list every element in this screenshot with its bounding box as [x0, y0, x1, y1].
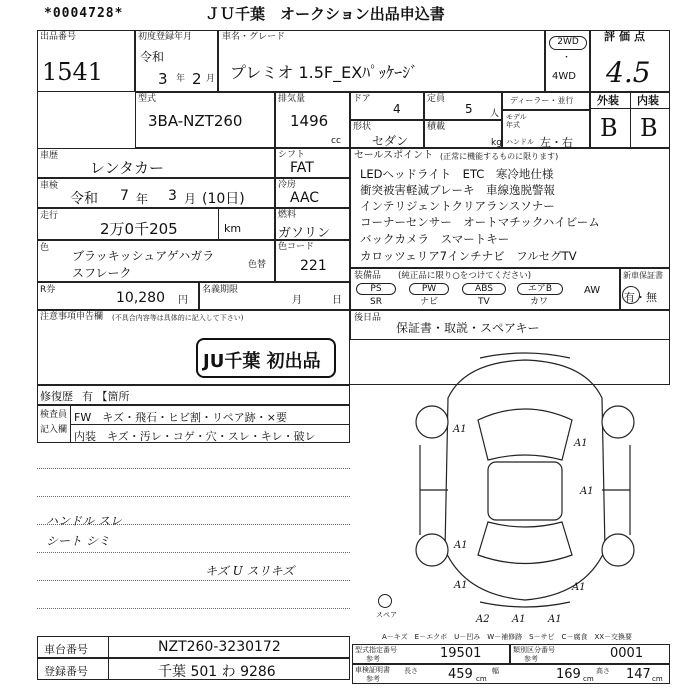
dimensions-box [352, 664, 670, 684]
spare-tire-label: スペア [376, 611, 397, 619]
serial-number: *0004728* [44, 6, 124, 21]
model-year-label: モデル年式 [506, 113, 527, 129]
fuel-label: 燃料 [278, 210, 297, 220]
type-designation-label: 型式指定番号 [355, 646, 397, 654]
check-row-interior: 内装 キズ・汚レ・コゲ・穴・スレ・キレ・破レ [74, 430, 316, 443]
checker-label-1: 検査員 [40, 410, 68, 420]
chassis-value: NZT260-3230172 [158, 639, 281, 655]
length-label: 長さ [404, 667, 418, 675]
height-label: 高さ [596, 667, 610, 675]
category-value: 0001 [610, 646, 644, 661]
warranty-value: 有・無 [624, 291, 657, 304]
int-grade-value: B [640, 114, 658, 142]
handle-value: 左・右 [540, 136, 573, 149]
car-damage-diagram [380, 350, 670, 620]
score-value: 4.5 [606, 56, 651, 89]
recycle-value: 10,280 [116, 290, 165, 306]
equip-tv: TV [478, 297, 490, 307]
displacement-label: 排気量 [278, 94, 306, 104]
plate-label: 登録番号 [44, 665, 88, 678]
equip-airbag: エアB [517, 283, 563, 295]
first-reg-month: 2 [192, 70, 202, 88]
warranty-circle [622, 286, 640, 304]
model-code: 3BA-NZT260 [148, 112, 243, 130]
fuel-value: ガソリン [278, 226, 331, 241]
equip-ps: PS [356, 283, 396, 295]
check-row-fw: FW キズ・飛石・ヒビ割・リペア跡・×要 [74, 411, 287, 424]
equipment-label: 装備品 [354, 271, 382, 281]
handwritten-note: キズ U スリキズ [205, 564, 295, 578]
inspection-month-unit: 月 [184, 192, 197, 206]
category-sub: 参考 [524, 655, 538, 663]
aftermarket-value: 保証書・取説・スペアキー [396, 321, 540, 335]
width-label: 幅 [492, 667, 499, 675]
doors-value: 4 [393, 102, 401, 116]
aftermarket-label: 後日品 [354, 313, 382, 323]
warranty-label: 新車保証書 [623, 271, 663, 280]
length-unit: cm [476, 675, 487, 683]
chassis-label: 車台番号 [44, 643, 88, 656]
repaint-label: 色替 [248, 260, 267, 270]
inspection-day: (10日) [202, 191, 245, 207]
repair-label: 修復歴 [40, 390, 73, 403]
equip-aw: AW [584, 285, 601, 296]
height-unit: cm [652, 675, 663, 683]
notes-label: 注意事項申告欄 [40, 312, 104, 322]
shift-value: FAT [290, 160, 314, 176]
equipment-note: (純正品に限り○をつけてください) [398, 271, 532, 281]
displacement-value: 1496 [290, 112, 329, 130]
width-unit: cm [583, 675, 594, 683]
ac-value: AAC [290, 190, 320, 206]
load-label: 積載 [427, 122, 446, 132]
color-label: 色 [40, 243, 50, 253]
lot-label: 出品番号 [40, 32, 77, 42]
inspection-era: 令和 [70, 191, 98, 207]
body-type-value: セダン [372, 134, 409, 148]
ext-grade-value: B [600, 114, 618, 142]
history-label: 車歴 [40, 151, 59, 161]
equip-pw: PW [409, 283, 449, 295]
sales-point-line: 衝突被害軽減ブレーキ 車線逸脱警報 [360, 183, 556, 197]
inspection-year: 7 [120, 188, 129, 204]
repair-value: 有 【箇所 [82, 390, 130, 403]
first-reg-era: 令和 [140, 50, 165, 64]
damage-mark: A1 [453, 424, 467, 435]
checker-label-2: 記入欄 [40, 425, 68, 435]
capacity-value: 5 [465, 102, 473, 116]
sales-point-line: LEDヘッドライト ETC 寒冷地仕様 [360, 167, 554, 181]
equip-navi: ナビ [420, 297, 439, 307]
color-code-value: 221 [300, 258, 327, 274]
type-designation-sub: 参考 [366, 655, 380, 663]
equip-sr: SR [370, 297, 382, 307]
first-reg-label: 初度登録年月 [138, 32, 193, 42]
type-designation-value: 19501 [440, 646, 482, 661]
car-name: プレミオ 1.5F_EXﾊﾟｯｹｰｼﾞ [230, 63, 419, 82]
handwritten-note: ハンドル スレ [46, 514, 122, 528]
recycle-unit: 円 [178, 295, 188, 306]
damage-mark: A1 [580, 486, 594, 497]
sales-point-line: カロッツェリア7インチナビ フルセグTV [360, 249, 577, 263]
displacement-unit: cc [331, 136, 341, 146]
drive-2wd: 2WD [549, 36, 587, 50]
notes-note: (不具合内容等は具体的に記入して下さい) [112, 314, 244, 322]
sales-point-line: バックカメラ スマートキー [360, 232, 510, 246]
first-reg-month-unit: 月 [206, 74, 216, 84]
sales-point-line: コーナーセンサー オートマチックハイビーム [360, 215, 600, 229]
color-code-label: 色コード [278, 242, 315, 252]
damage-mark: A2 [476, 614, 490, 625]
dealer-label: ディーラー・並行 [510, 96, 574, 105]
inspection-month: 3 [168, 188, 177, 204]
form-title: ＪＵ千葉 オークション出品申込書 [205, 5, 445, 23]
load-unit: kg [491, 138, 502, 148]
sales-points-note: (正常に機能するものに限ります) [440, 152, 559, 161]
mileage-label: 走行 [40, 211, 59, 221]
inspection-year-unit: 年 [136, 192, 149, 206]
stamp-text: JU千葉 初出品 [203, 351, 321, 372]
ext-grade-label: 外装 [597, 94, 619, 107]
damage-mark: A1 [572, 582, 586, 593]
equip-abs: ABS [462, 283, 506, 295]
lot-number: 1541 [42, 58, 104, 86]
certificate-sub: 参考 [366, 675, 380, 683]
car-name-label: 車名・グレード [222, 32, 286, 42]
damage-mark: A1 [512, 614, 526, 625]
ac-label: 冷房 [278, 180, 297, 190]
capacity-label: 定員 [427, 94, 446, 104]
damage-mark: A1 [454, 540, 468, 551]
doors-label: ドア [353, 94, 371, 104]
handle-label: ハンドル [506, 138, 534, 146]
sales-point-line: インテリジェントクリアランスソナー [360, 199, 555, 213]
color-value-1: ブラッキッシュアゲハガラ [72, 249, 215, 263]
category-label: 類別区分番号 [513, 646, 555, 654]
history-value: レンタカー [90, 159, 165, 177]
plate-value: 千葉 501 わ 9286 [158, 664, 276, 680]
height-value: 147 [626, 667, 651, 682]
spare-tire-icon [378, 594, 392, 608]
damage-mark: A1 [454, 580, 468, 591]
first-reg-year: 3 [158, 70, 168, 88]
length-value: 459 [448, 667, 473, 682]
body-type-label: 形状 [353, 122, 372, 132]
int-grade-label: 内装 [637, 94, 659, 107]
drive-4wd: 4WD [552, 71, 576, 82]
deadline-label: 名義期限 [202, 285, 239, 295]
inspection-label: 車検 [40, 181, 59, 191]
sales-points-label: セールスポイント [354, 150, 434, 161]
deadline-day-unit: 日 [332, 295, 342, 306]
damage-legend: A－キズ E－エクボ U－凹み W－補修跡 S－サビ C－腐食 XX－交換要 [382, 633, 633, 641]
certificate-label: 車検証明書 [355, 666, 390, 674]
damage-mark: A1 [548, 614, 562, 625]
mileage-value: 2万0千205 [100, 220, 178, 238]
drive-dot: ・ [562, 53, 572, 63]
handwritten-note: シート シミ [46, 534, 110, 548]
first-reg-year-unit: 年 [176, 74, 186, 84]
recycle-label: R券 [40, 285, 56, 295]
deadline-month-unit: 月 [292, 295, 302, 306]
damage-mark: A1 [574, 438, 588, 449]
width-value: 169 [556, 667, 581, 682]
mileage-unit: km [224, 222, 242, 235]
model-label: 型式 [138, 94, 157, 104]
shift-label: シフト [278, 150, 306, 160]
score-label: 評価点 [604, 30, 649, 43]
color-value-2: スフレーク [72, 266, 132, 280]
equip-leather: カワ [530, 297, 549, 307]
capacity-unit: 人 [490, 109, 500, 119]
